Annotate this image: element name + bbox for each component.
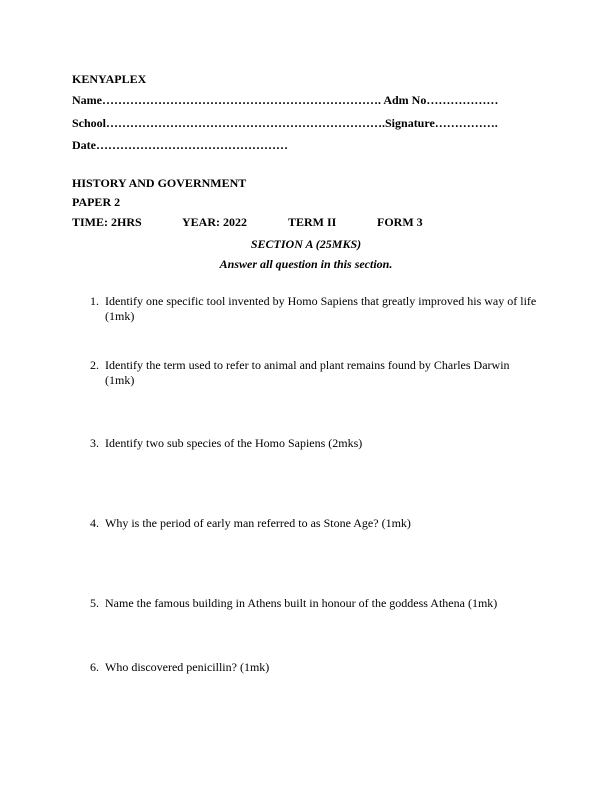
question-4-text — [105, 516, 541, 531]
date-field-line: Date………………………………………… — [72, 138, 288, 152]
question-4 — [90, 516, 541, 531]
question-6-line-1: Who discovered penicillin? (1mk) — [105, 660, 270, 674]
section-heading: SECTION A (25MKS) — [250, 237, 362, 251]
question-6 — [90, 660, 541, 675]
question-5-text — [105, 596, 541, 611]
question-2-text — [105, 358, 541, 388]
question-4-number: 4. — [90, 516, 99, 530]
question-1-text — [105, 294, 541, 324]
question-1-line-1: Identify one specific tool invented by Homo Sapiens that greatly improved his way of life — [105, 294, 537, 308]
question-2-line-1: Identify the term used to refer to animal and plant remains found by Charles Darwin — [105, 358, 510, 372]
question-6-number: 6. — [90, 660, 99, 674]
exam-year: YEAR: 2022 — [182, 215, 247, 229]
question-1-line-2: (1mk) — [105, 309, 135, 323]
paper-number: PAPER 2 — [72, 195, 121, 209]
question-4-line-1: Why is the period of early man referred to as Stone Age? (1mk) — [105, 516, 411, 530]
name-field-line: Name……………………………………………………………. Adm No……………… — [72, 93, 499, 107]
question-2 — [90, 358, 541, 388]
question-6-text — [105, 660, 541, 675]
section-instruction: Answer all question in this section. — [219, 257, 393, 271]
question-2-line-2: (1mk) — [105, 373, 135, 387]
brand-title: KENYAPLEX — [72, 72, 147, 86]
exam-meta-row — [72, 215, 540, 230]
exam-form: FORM 3 — [377, 215, 423, 229]
subject-title: HISTORY AND GOVERNMENT — [72, 176, 247, 190]
question-1 — [90, 294, 541, 324]
exam-time: TIME: 2HRS — [72, 215, 142, 229]
school-field-line: School…………………………………………………………….Signature……………. — [72, 116, 498, 130]
question-3-number: 3. — [90, 436, 99, 450]
question-3-line-1: Identify two sub species of the Homo Sapiens (2mks) — [105, 436, 363, 450]
question-3-text — [105, 436, 541, 451]
question-5-line-1: Name the famous building in Athens built in honour of the goddess Athena (1mk) — [105, 596, 498, 610]
question-1-number: 1. — [90, 294, 99, 308]
question-5 — [90, 596, 541, 611]
question-5-number: 5. — [90, 596, 99, 610]
question-3 — [90, 436, 541, 451]
exam-term: TERM II — [288, 215, 337, 229]
question-2-number: 2. — [90, 358, 99, 372]
